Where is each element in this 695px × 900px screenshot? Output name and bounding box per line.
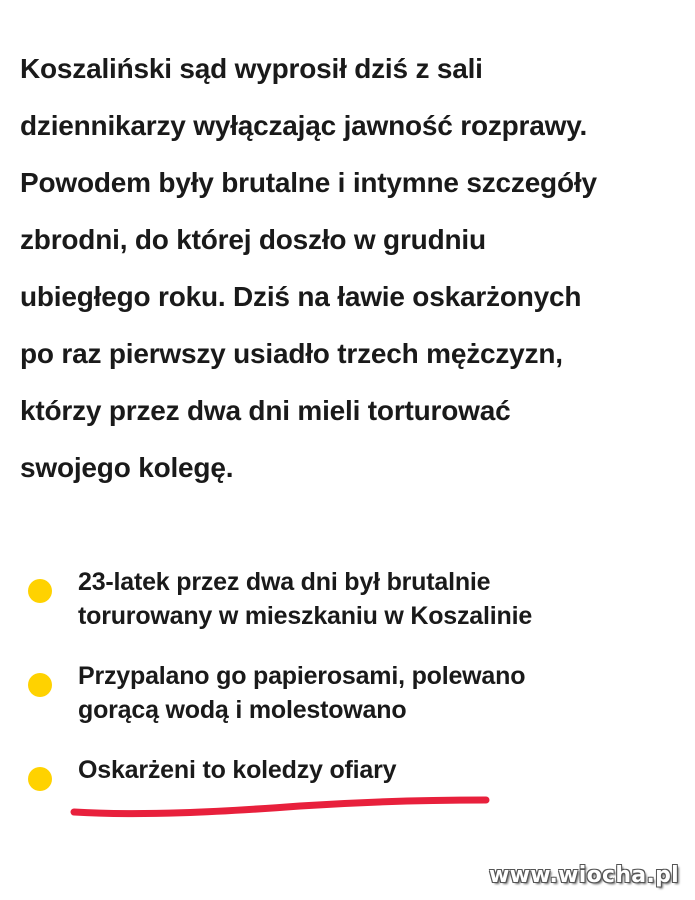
lead-line: dziennikarzy wyłączając jawność rozprawy. bbox=[20, 110, 588, 141]
key-point-line: Przypalano go papierosami, polewano bbox=[78, 662, 526, 690]
key-point-line: torurowany w mieszkaniu w Koszalinie bbox=[78, 602, 533, 630]
yellow-bullet-icon bbox=[28, 579, 52, 603]
lead-line: zbrodni, do której doszło w grudniu bbox=[20, 224, 486, 255]
key-point-line: Oskarżeni to koledzy ofiary bbox=[78, 756, 397, 784]
article-body bbox=[20, 40, 690, 496]
key-point-line: gorącą wodą i molestowano bbox=[78, 696, 407, 724]
lead-paragraph bbox=[20, 40, 690, 496]
key-point-item bbox=[28, 565, 668, 633]
key-point-item bbox=[28, 753, 668, 787]
lead-line: Powodem były brutalne i intymne szczegóły bbox=[20, 167, 597, 198]
key-points-list bbox=[28, 565, 668, 787]
lead-line: którzy przez dwa dni mieli torturować bbox=[20, 395, 511, 426]
lead-line: Koszaliński sąd wyprosił dziś z sali bbox=[20, 53, 483, 84]
yellow-bullet-icon bbox=[28, 767, 52, 791]
site-watermark: www.wiocha.pl bbox=[489, 863, 679, 888]
yellow-bullet-icon bbox=[28, 673, 52, 697]
key-point-item bbox=[28, 659, 668, 727]
key-point-line: 23-latek przez dwa dni był brutalnie bbox=[78, 568, 491, 596]
lead-line: ubiegłego roku. Dziś na ławie oskarżonych bbox=[20, 281, 582, 312]
lead-line: swojego kolegę. bbox=[20, 452, 234, 483]
lead-line: po raz pierwszy usiadło trzech mężczyzn, bbox=[20, 338, 563, 369]
